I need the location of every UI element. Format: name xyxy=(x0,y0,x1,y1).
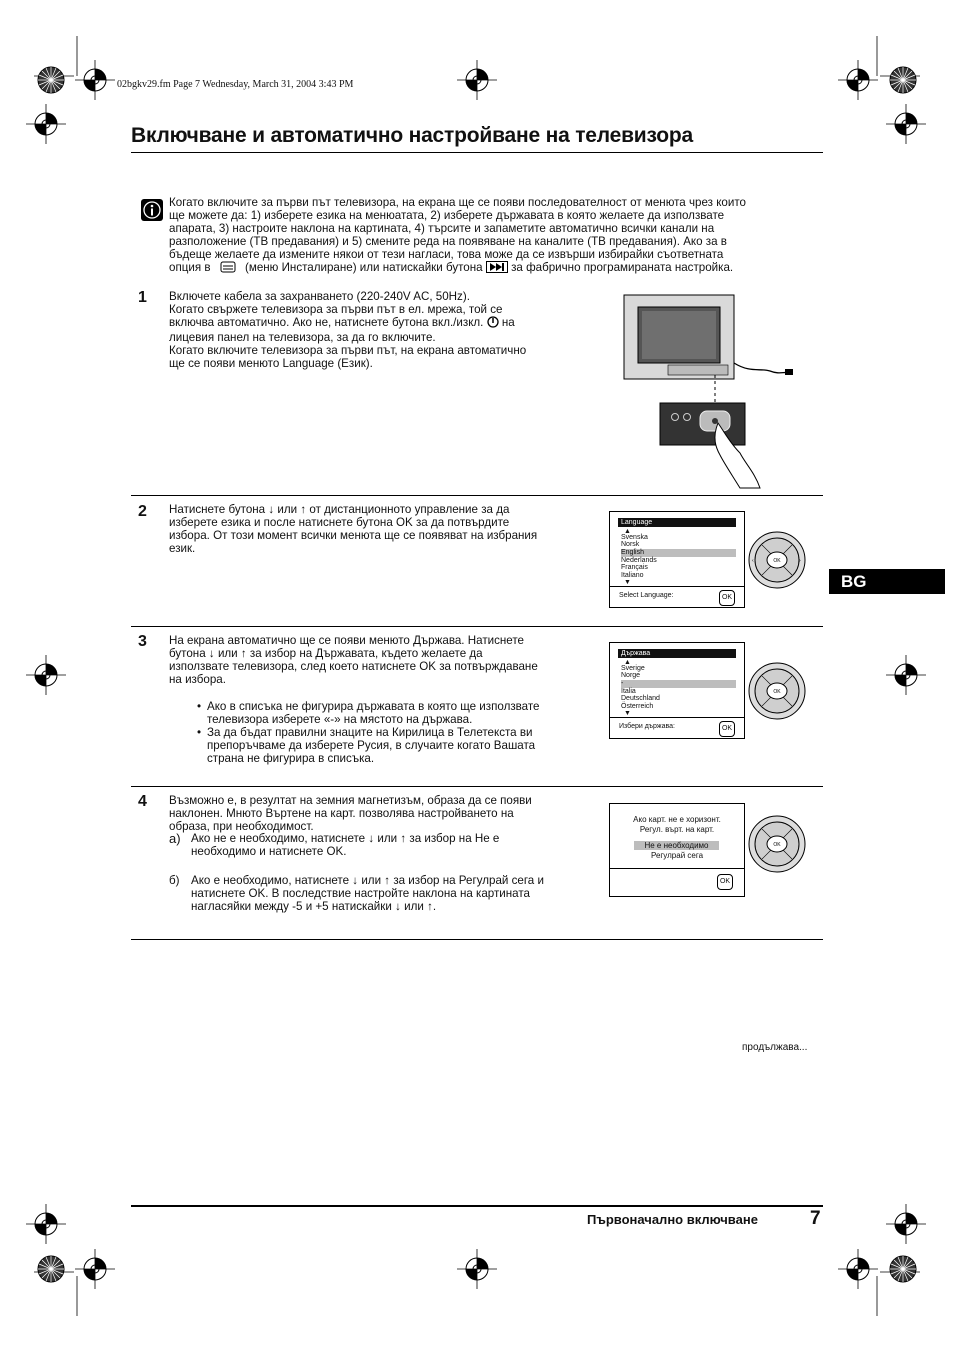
fast-forward-icon xyxy=(486,261,508,276)
arrow-up-icon: ↑ xyxy=(300,503,307,516)
menu-item: Svenska xyxy=(621,534,648,541)
scroll-down-icon: ▼ xyxy=(624,579,631,586)
tilt-menu-screen xyxy=(609,803,745,897)
arrow-down-icon: ↓ xyxy=(368,832,375,845)
step-4-line: Възможно е, в резултат на земния магнетизъм, образа да се появи xyxy=(169,794,532,807)
step-2-number: 2 xyxy=(138,503,147,520)
step-4-text-span: нагласяйки между -5 и +5 натискайки xyxy=(191,900,392,913)
step-3-rule xyxy=(131,786,823,787)
intro-line: апарата, 3) настроите наклона на картината, 4) търсите и запаметите автоматично всички канали на xyxy=(169,222,715,235)
step-1-line: лицевия панел на телевизора, за да го включите. xyxy=(169,331,436,344)
intro-line: бъдеще желаете да измените някои от тези нагласи, това може да се извърши избирайки съответната xyxy=(169,248,724,261)
intro-line: Когато включите за първи път телевизора, на екрана ще се появи последователност от менюта чрез които xyxy=(169,196,746,209)
intro-line: ще можете да: 1) изберете езика на менюатата, 2) изберете държавата в която желаете да използвате xyxy=(169,209,725,222)
scroll-down-icon: ▼ xyxy=(624,710,631,717)
tilt-menu-line: Регул. върт. на карт. xyxy=(639,825,715,834)
step-1-line: ще се появи менюто Language (Език). xyxy=(169,357,373,370)
step-3-text-span: бутона xyxy=(169,647,206,660)
step-3-line xyxy=(169,647,589,660)
page-number: 7 xyxy=(810,1208,821,1229)
bullet-line: препоръчваме да изберете Русия, в случаите когато Вашата xyxy=(207,739,536,752)
installation-menu-icon xyxy=(220,261,236,276)
ok-icon: OK xyxy=(719,590,735,606)
step-1-line: Когато включите телевизора за първи път, на екрана автоматично xyxy=(169,344,527,357)
country-menu-screen xyxy=(609,642,745,739)
step-4-b-text xyxy=(191,874,591,913)
menu-title: Държава xyxy=(618,649,736,658)
step-4-text-span: за избор на Не е xyxy=(409,832,500,845)
step-4-line: наклонен. Мнюто Въртене на карт. позволява настройването на xyxy=(169,807,514,820)
step-4-text-span: или xyxy=(361,874,382,887)
menu-divider xyxy=(610,868,744,869)
step-1-text-span: на xyxy=(501,316,515,329)
step-2-text xyxy=(169,503,589,555)
step-4-a-line xyxy=(191,832,591,845)
menu-divider xyxy=(610,717,744,718)
arrow-up-icon: ↑ xyxy=(400,832,407,845)
arrow-down-icon: ↓ xyxy=(352,874,359,887)
tilt-menu-line: Ако карт. не е хоризонт. xyxy=(633,815,721,824)
step-3-text-span: или xyxy=(217,647,238,660)
tv-illustration xyxy=(620,293,795,493)
menu-item-selected: - xyxy=(621,680,736,688)
step-4-text-span: за избор на Регулрай сега и xyxy=(393,874,544,887)
arrow-up-icon: ↑ xyxy=(427,900,433,913)
step-3-line: на избора. xyxy=(169,673,226,686)
step-2-line xyxy=(169,503,589,516)
step-4-b-line xyxy=(191,874,591,887)
step-1-text-span: включва автоматично. Ако не, натиснете бутона вкл./изкл. xyxy=(169,316,484,329)
arrow-down-icon: ↓ xyxy=(395,900,401,913)
bullet-line: телевизора изберете «-» на мястото на държава. xyxy=(207,713,473,726)
step-4-b-line: натиснете OK. В последствие настройте наклона на картината xyxy=(191,887,530,900)
step-4-text-span: Ако е необходимо, натиснете xyxy=(191,874,350,887)
step-2-text-span: от дистанционното управление за да xyxy=(309,503,510,516)
footer-rule xyxy=(131,1205,823,1207)
step-1-number: 1 xyxy=(138,289,147,306)
remote-dpad xyxy=(747,814,807,874)
svg-text:›: › xyxy=(799,558,801,564)
intro-text: (меню Инсталиране) или натискайки бутона xyxy=(244,261,483,274)
menu-item-selected: English xyxy=(621,549,736,557)
menu-footer-label: Избери държава: xyxy=(619,723,675,730)
menu-item: Italia xyxy=(621,688,636,695)
menu-item: Italiano xyxy=(621,572,644,579)
step-4-a-text xyxy=(191,832,591,858)
svg-text:OK: OK xyxy=(773,842,781,848)
step-1-line xyxy=(169,316,589,331)
step-3-number: 3 xyxy=(138,633,147,650)
step-3-line: използвате телевизора, след което натиснете OK за потвърждаване xyxy=(169,660,538,673)
step-1-text xyxy=(169,290,589,370)
step-3-text xyxy=(169,634,589,686)
arrow-up-icon: ↑ xyxy=(240,647,247,660)
intro-line: разположение (ТВ предавания) и 5) смените реда на появяване на каналите (ТВ предавания). Ако за в xyxy=(169,235,727,248)
svg-text:OK: OK xyxy=(773,558,781,564)
bullet-line: страна не фигурира в списъка. xyxy=(207,752,375,765)
step-2-line: изберете езика и после натиснете бутона OK за да потвърдите xyxy=(169,516,510,529)
power-icon xyxy=(487,316,499,331)
step-1-line: Включете кабела за захранването (220-240V AC, 50Hz). xyxy=(169,290,470,303)
tilt-option: Регулрай сега xyxy=(650,851,704,860)
step-1-rule xyxy=(131,495,823,496)
svg-text:OK: OK xyxy=(773,689,781,695)
step-3-text-span: за избор на Държавата, където желаете да xyxy=(249,647,483,660)
step-4-a-label: a) xyxy=(169,831,181,846)
svg-text:‹: ‹ xyxy=(752,558,754,564)
ok-icon: OK xyxy=(717,874,733,890)
step-1-line: Когато свържете телевизора за първи път в ел. мрежа, той се xyxy=(169,303,503,316)
step-2-text-span: или xyxy=(277,503,298,516)
step-4-b-line xyxy=(191,900,591,913)
step-2-line: език. xyxy=(169,542,196,555)
step-4-b-label: б) xyxy=(169,874,180,887)
step-3-bullet-1 xyxy=(207,700,589,726)
step-4-line: образа, при необходимост. xyxy=(169,820,314,833)
bullet-line: Ако в списъка не фигурира държавата в която ще използвате xyxy=(207,700,540,713)
step-4-text-span: или xyxy=(377,832,398,845)
info-icon xyxy=(141,199,163,221)
page-title: Включване и автоматично настройване на телевизора xyxy=(131,124,693,147)
menu-divider xyxy=(610,586,744,587)
menu-item: Norsk xyxy=(621,541,640,548)
language-menu-screen xyxy=(609,511,745,608)
intro-text: опция в xyxy=(169,261,211,274)
scroll-up-icon: ▲ xyxy=(624,659,631,666)
remote-dpad xyxy=(747,661,807,721)
title-rule xyxy=(131,152,823,153)
menu-footer-label: Select Language: xyxy=(619,592,674,599)
bullet-icon: • xyxy=(197,726,202,739)
menu-item: Deutschland xyxy=(621,695,660,702)
menu-item: Österreich xyxy=(621,703,654,710)
continues-note: продължава... xyxy=(742,1042,808,1053)
step-4-text-span: или xyxy=(404,900,424,913)
bullet-line: За да бъдат правилни знаците на Кирилица в Телетекста ви xyxy=(207,726,533,739)
step-4-number: 4 xyxy=(138,793,147,810)
tilt-option-selected: Не е необходимо xyxy=(634,841,719,850)
menu-item: Français xyxy=(621,564,648,571)
step-3-bullet-2 xyxy=(207,726,589,765)
menu-item: Sverige xyxy=(621,665,645,672)
step-3-line: На екрана автоматично ще се появи менюто Държава. Натиснете xyxy=(169,634,524,647)
step-4-text xyxy=(169,794,589,833)
language-tab-bg: BG xyxy=(829,569,945,594)
step-4-rule xyxy=(131,939,823,940)
intro-paragraph xyxy=(169,196,824,276)
step-2-line: избора. От този момент всички менюта ще се появяват на избрания xyxy=(169,529,538,542)
ok-icon: OK xyxy=(719,721,735,737)
remote-dpad xyxy=(747,530,807,590)
intro-text: за фабрично програмираната настройка. xyxy=(511,261,734,274)
step-2-rule xyxy=(131,626,823,627)
menu-title: Language xyxy=(618,518,736,527)
arrow-down-icon: ↓ xyxy=(208,647,215,660)
arrow-down-icon: ↓ xyxy=(268,503,275,516)
intro-line xyxy=(169,261,824,276)
footer-section-title: Първоначално включване xyxy=(587,1212,758,1227)
step-4-text-span: . xyxy=(432,900,437,913)
scroll-up-icon: ▲ xyxy=(624,528,631,535)
bullet-icon: • xyxy=(197,700,202,713)
menu-item: Nederlands xyxy=(621,557,657,564)
menu-item: Norge xyxy=(621,672,641,679)
step-4-a-line: необходимо и натиснете OK. xyxy=(191,845,347,858)
file-info-header: 02bgkv29.fm Page 7 Wednesday, March 31, 2004 3:43 PM xyxy=(117,79,354,90)
step-4-text-span: Ако не е необходимо, натиснете xyxy=(191,832,366,845)
step-2-text-span: Натиснете бутона xyxy=(169,503,266,516)
arrow-up-icon: ↑ xyxy=(384,874,391,887)
